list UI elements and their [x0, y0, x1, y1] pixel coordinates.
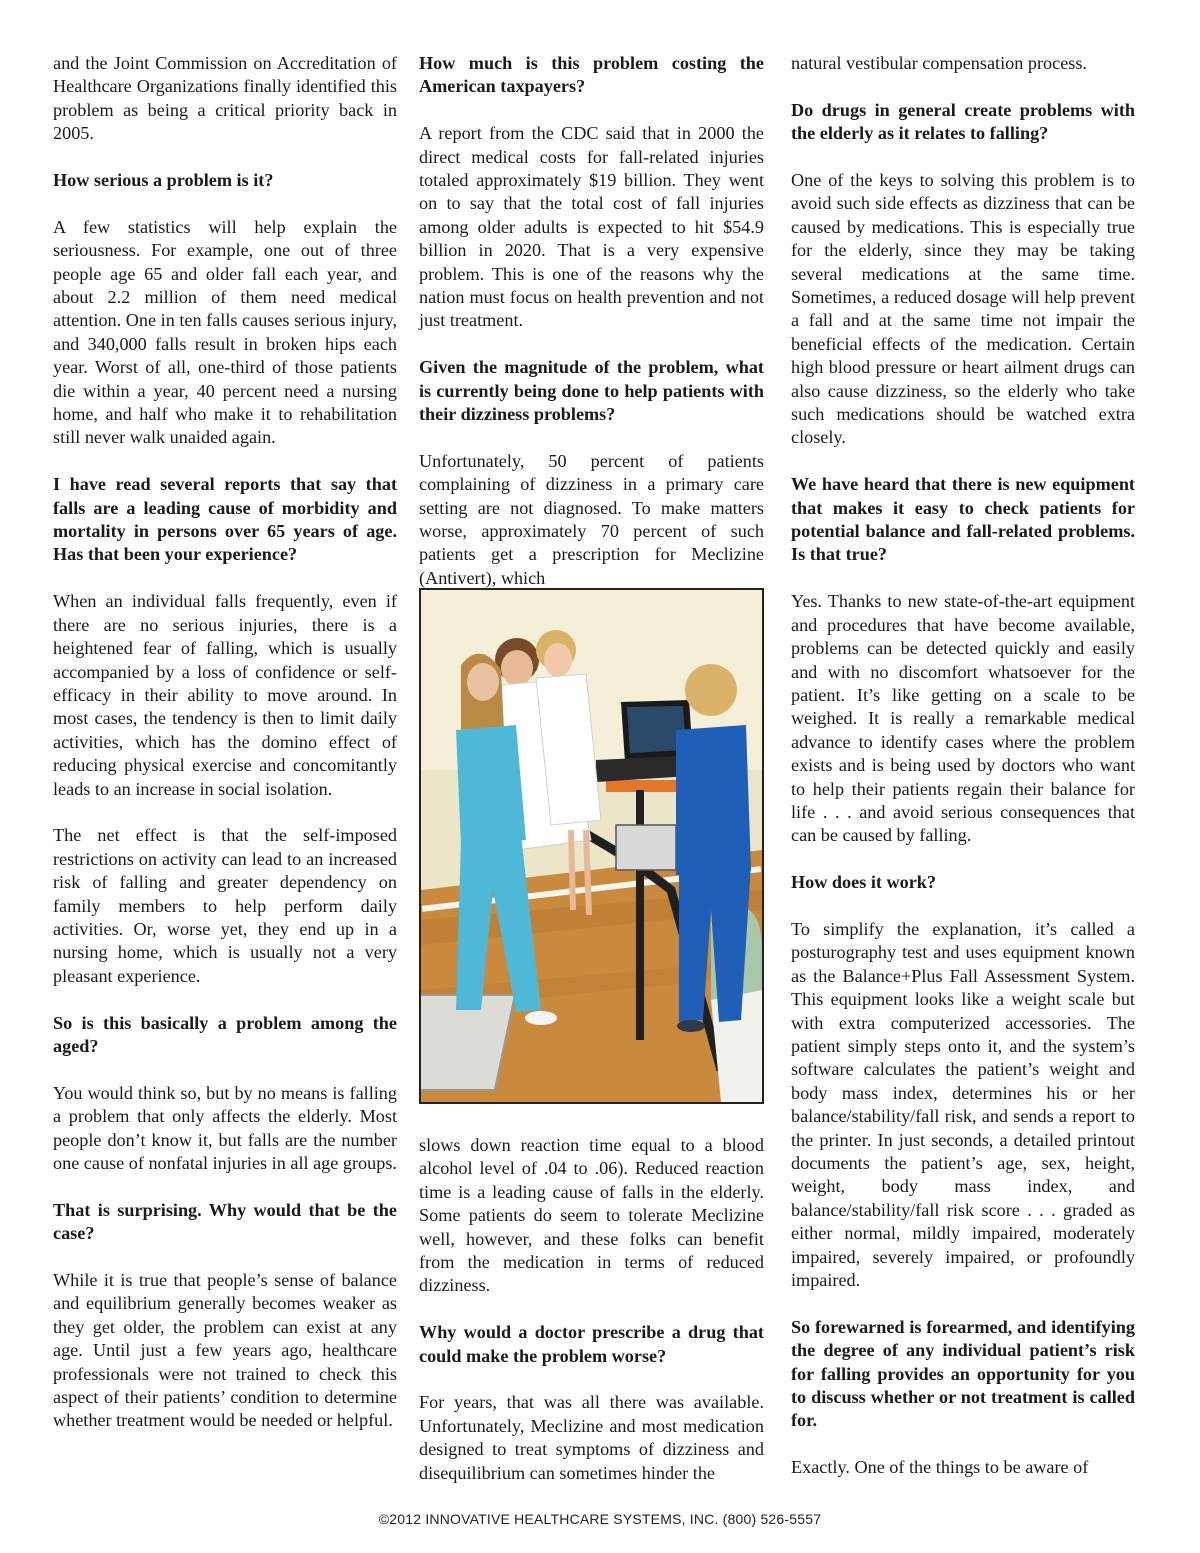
copyright-footer: ©2012 INNOVATIVE HEALTHCARE SYSTEMS, INC. (800) 526-5557	[378, 1511, 822, 1527]
heading-equipment: We have heard that there is new equipment that makes it easy to check patients for potential balance and fall-related problems. Is that true?	[791, 474, 1135, 565]
heading-drugs: Do drugs in general create problems with the elderly as it relates to falling?	[791, 99, 1135, 144]
clinic-photo	[419, 588, 764, 1104]
heading-how-it-works: How does it work?	[791, 872, 936, 893]
heading-aged: So is this basically a problem among the aged?	[53, 1012, 397, 1056]
column-2	[419, 52, 764, 590]
exactly-paragraph: Exactly. One of the things to be aware of	[791, 1457, 1089, 1478]
column-1	[53, 52, 397, 1433]
unfortunately-paragraph: Unfortunately, 50 percent of patients complaining of dizziness in a primary care setting are not diagnosed. To make matters worse, approximately 70 percent of such patients get a prescription for Meclizine (Antivert), which	[419, 450, 764, 588]
heading-cost: How much is this problem costing the American taxpayers?	[419, 53, 764, 97]
slows-paragraph: slows down reaction time equal to a blood alcohol level of .04 to .06). Reduced reaction time is a leading cause of falls in the elderly. Some patients do seem to tolerate Meclizine well, however, and these folks can benefit from the medication in terms of reduced dizziness.	[419, 1135, 764, 1296]
heading-magnitude: Given the magnitude of the problem, what is currently being done to help patients with their dizziness problems?	[419, 357, 764, 425]
intro-paragraph: and the Joint Commission on Accreditation of Healthcare Organizations finally identified this problem as being a critical priority back in 2005.	[53, 53, 397, 144]
fear-paragraph: When an individual falls frequently, even if there are no serious injuries, there is a heightened fear of falling, which is usually accompanied by a loss of confidence or self-efficacy in their ability to move around. In most cases, the tendency is then to limit daily activities, which has the domino effect of reducing physical exercise and concomitantly leads to an increase in social isolation.	[53, 591, 397, 799]
clinic-photo-illustration	[421, 590, 762, 1102]
heading-forewarned: So forewarned is forearmed, and identifying the degree of any individual patient’s risk for falling provides an opportunity for you to discuss whether or not treatment is called for.	[791, 1316, 1135, 1431]
keys-paragraph: One of the keys to solving this problem is to avoid such side effects as dizziness that can be caused by medications. This is especially true for the elderly, since they may be taking several medications at the same time. Sometimes, a reduced dosage will help prevent a fall and at the same time not impair the beneficial effects of the medication. Certain high blood pressure or heart ailment drugs can also cause dizziness, so the elderly who take such medications should be watched extra closely.	[791, 170, 1135, 448]
for-years-paragraph: For years, that was all there was available. Unfortunately, Meclizine and most medication designed to treat symptoms of dizziness and disequilibrium can sometimes hinder the	[419, 1392, 764, 1483]
yes-paragraph: Yes. Thanks to new state-of-the-art equipment and procedures that have become available, problems can be detected quickly and easily and with no discomfort whatsoever for the patient. It’s like getting on a scale to be weighed. It is really a remarkable medical advance to identify cases where the problem exists and is being used by doctors who want to help their patients regain their balance for life . . . and avoid serious consequences that can be caused by falling.	[791, 591, 1135, 846]
natural-paragraph: natural vestibular compensation process.	[791, 53, 1087, 73]
aged-paragraph: You would think so, but by no means is falling a problem that only affects the elderly. Most people don’t know it, but falls are the number one cause of nonfatal injuries in all age groups.	[53, 1082, 397, 1173]
column-3	[791, 52, 1135, 1480]
heading-surprising: That is surprising. Why would that be the case?	[53, 1199, 397, 1244]
cost-paragraph: A report from the CDC said that in 2000 the direct medical costs for fall-related injuries totaled approximately $19 billion. They went on to say that the total cost of fall injuries among older adults is expected to hit $54.9 billion in 2020. That is a very expensive problem. This is one of the reasons why the nation must focus on health prevention and not just treatment.	[419, 123, 764, 331]
heading-how-serious: How serious a problem is it?	[53, 170, 274, 191]
column-2-lower	[419, 1134, 764, 1485]
serious-paragraph: A few statistics will help explain the seriousness. For example, one out of three people age 65 and older fall each year, and about 2.2 million of them need medical attention. One in ten falls causes serious injury, and 340,000 falls result in broken hips each year. Worst of all, one-third of those patients die within a year, 40 percent need a nursing home, and half who make it to rehabilitation still never walk unaided again.	[53, 216, 397, 448]
simplify-paragraph: To simplify the explanation, it’s called a posturography test and uses equipment known as the Balance+Plus Fall Assessment System. This equipment looks like a weight scale but with extra computerized accessories. The patient simply steps onto it, and the system’s software calculates the patient’s weight and body mass index, determines his or her balance/stability/fall risk, and sends a report to the printer. In just seconds, a detailed printout documents the patient’s age, sex, height, weight, body mass index, and balance/stability/fall risk score . . . graded as either normal, mildly impaired, moderately impaired, severely impaired, or profoundly impaired.	[791, 918, 1135, 1291]
heading-reports: I have read several reports that say that falls are a leading cause of morbidity and mortality in persons over 65 years of age. Has that been your experience?	[53, 474, 397, 565]
surprising-paragraph: While it is true that people’s sense of balance and equilibrium generally becomes weaker as they get older, the problem can exist at any age. Until just a few years ago, healthcare professionals were not trained to check this aspect of their patients’ condition to determine whether treatment would be needed or helpful.	[53, 1269, 397, 1431]
heading-why-prescribe: Why would a doctor prescribe a drug that could make the problem worse?	[419, 1322, 764, 1366]
net-effect-paragraph: The net effect is that the self-imposed restrictions on activity can lead to an increased risk of falling and greater dependency on family members to help perform daily activities. Or, worse yet, they end up in a nursing home, which is usually not a very pleasant experience.	[53, 825, 397, 986]
